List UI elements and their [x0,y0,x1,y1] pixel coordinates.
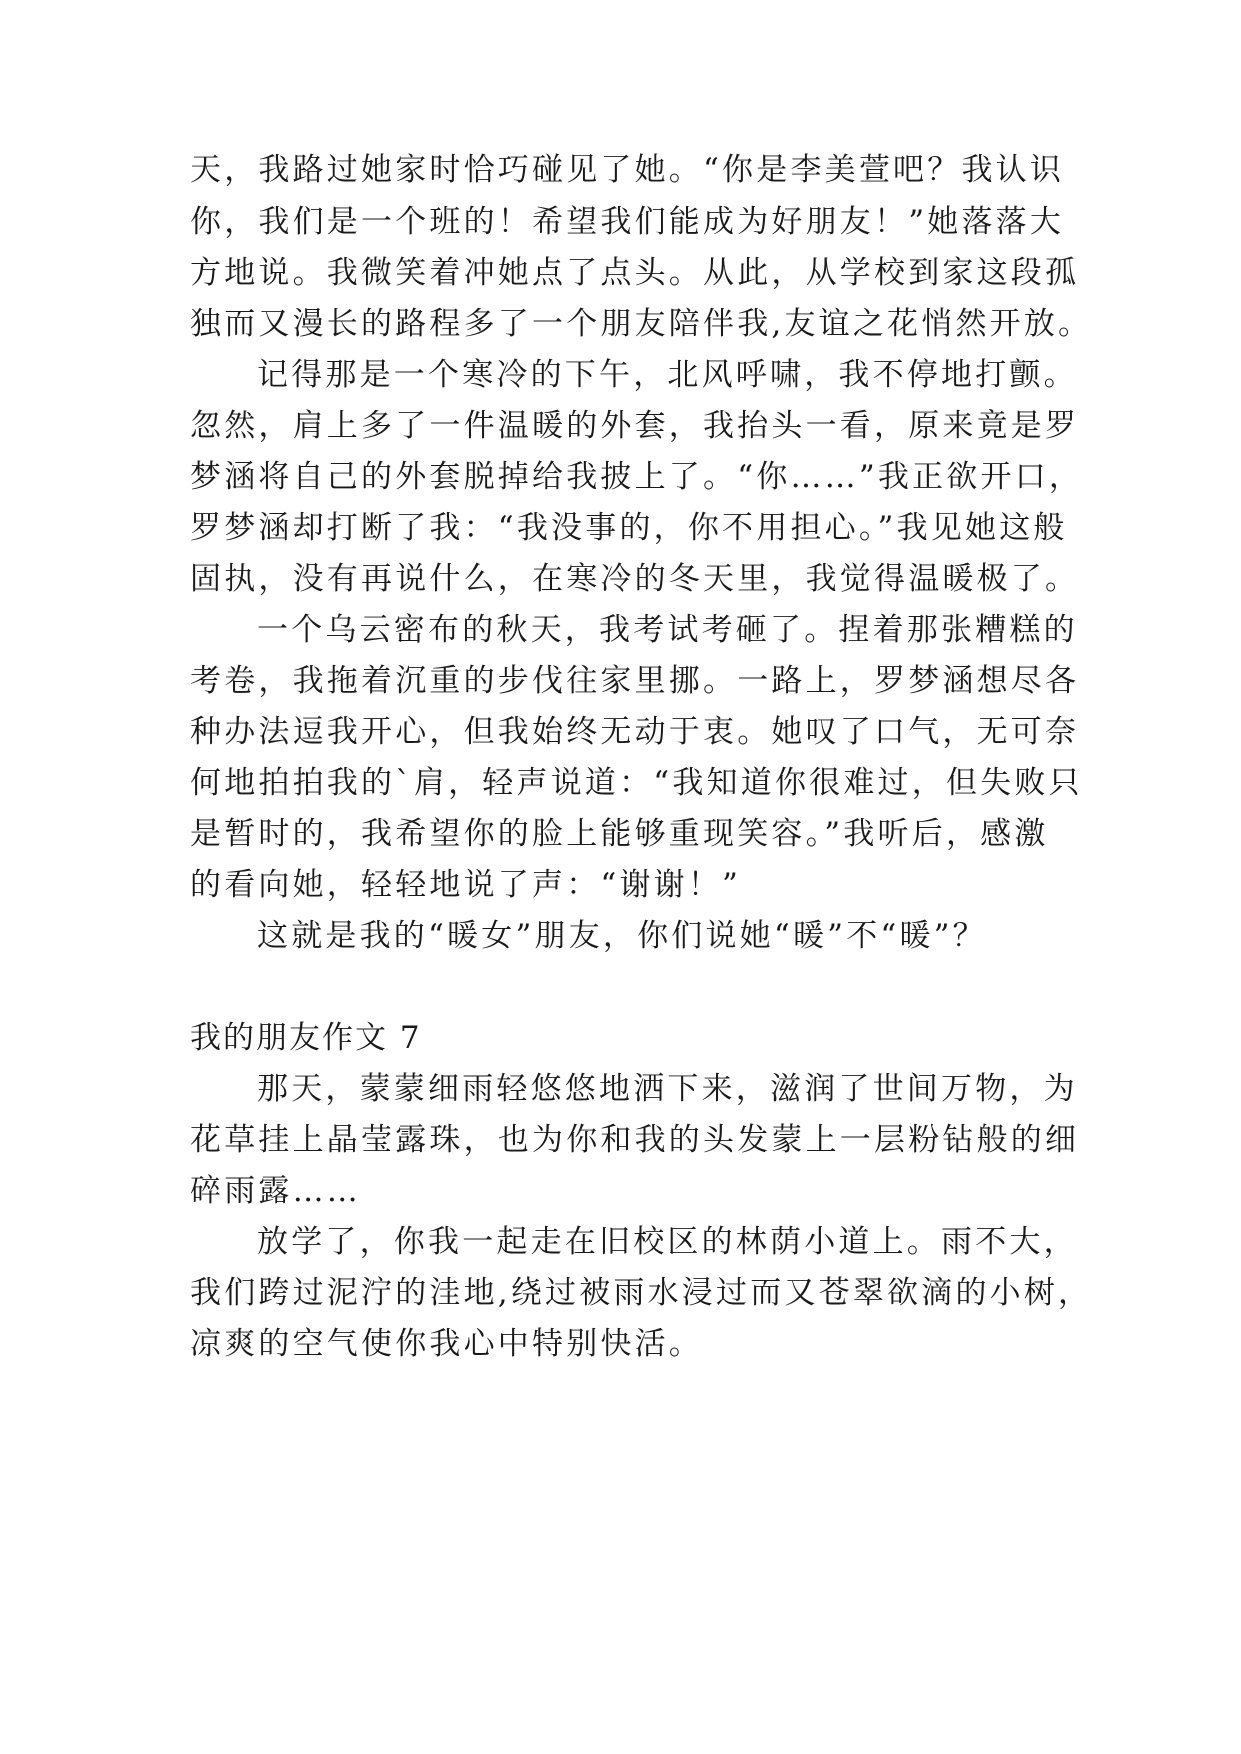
paragraph-first-line: 记得那是一个寒冷的下午，北风呼啸，我不停地打颤。 [257,357,1078,393]
text-line: 种办法逗我开心，但我始终无动于衷。她叹了口气，无可奈 [190,714,1080,750]
text-line: 碎雨露…… [190,1173,361,1209]
text-line: 方地说。我微笑着冲她点了点头。从此，从学校到家这段孤 [190,255,1080,291]
text-line: 固执，没有再说什么，在寒冷的冬天里，我觉得温暖极了。 [190,561,1080,597]
paragraph-first-line: 那天，蒙蒙细雨轻悠悠地洒下来，滋润了世间万物，为 [257,1071,1078,1107]
text-line: 忽然，肩上多了一件温暖的外套，我抬头一看，原来竟是罗 [190,408,1080,444]
text-line: 何地拍拍我的`肩，轻声说道：“我知道你很难过，但失败只 [190,765,1083,801]
text-line: 我们跨过泥泞的洼地,绕过被雨水浸过而又苍翠欲滴的小树， [190,1275,1093,1311]
text-line: 是暂时的，我希望你的脸上能够重现笑容。”我听后，感激 [190,816,1049,852]
text-line: 花草挂上晶莹露珠，也为你和我的头发蒙上一层粉钻般的细 [190,1122,1080,1158]
text-line: 天，我路过她家时恰巧碰见了她。“你是李美萱吧？我认识 [190,152,1065,188]
text-line: 考卷，我拖着沉重的步伐往家里挪。一路上，罗梦涵想尽各 [190,663,1080,699]
text-line: 的看向她，轻轻地说了声：“谢谢！” [190,867,742,903]
text-line: 梦涵将自己的外套脱掉给我披上了。“你……”我正欲开口， [190,459,1084,495]
section-heading: 我的朋友作文 7 [190,1020,422,1056]
text-line: 你，我们是一个班的！希望我们能成为好朋友！”她落落大 [190,204,1065,240]
text-line: 罗梦涵却打断了我：“我没事的，你不用担心。”我见她这般 [190,510,1068,546]
text-line: 凉爽的空气使你我心中特别快活。 [190,1326,703,1362]
paragraph-first-line: 这就是我的“暖女”朋友，你们说她“暖”不“暖”？ [257,918,987,954]
paragraph-first-line: 放学了，你我一起走在旧校区的林荫小道上。雨不大， [257,1224,1078,1260]
paragraph-first-line: 一个乌云密布的秋天，我考试考砸了。捏着那张糟糕的 [257,612,1078,648]
text-line: 独而又漫长的路程多了一个朋友陪伴我,友谊之花悄然开放。 [190,306,1093,342]
